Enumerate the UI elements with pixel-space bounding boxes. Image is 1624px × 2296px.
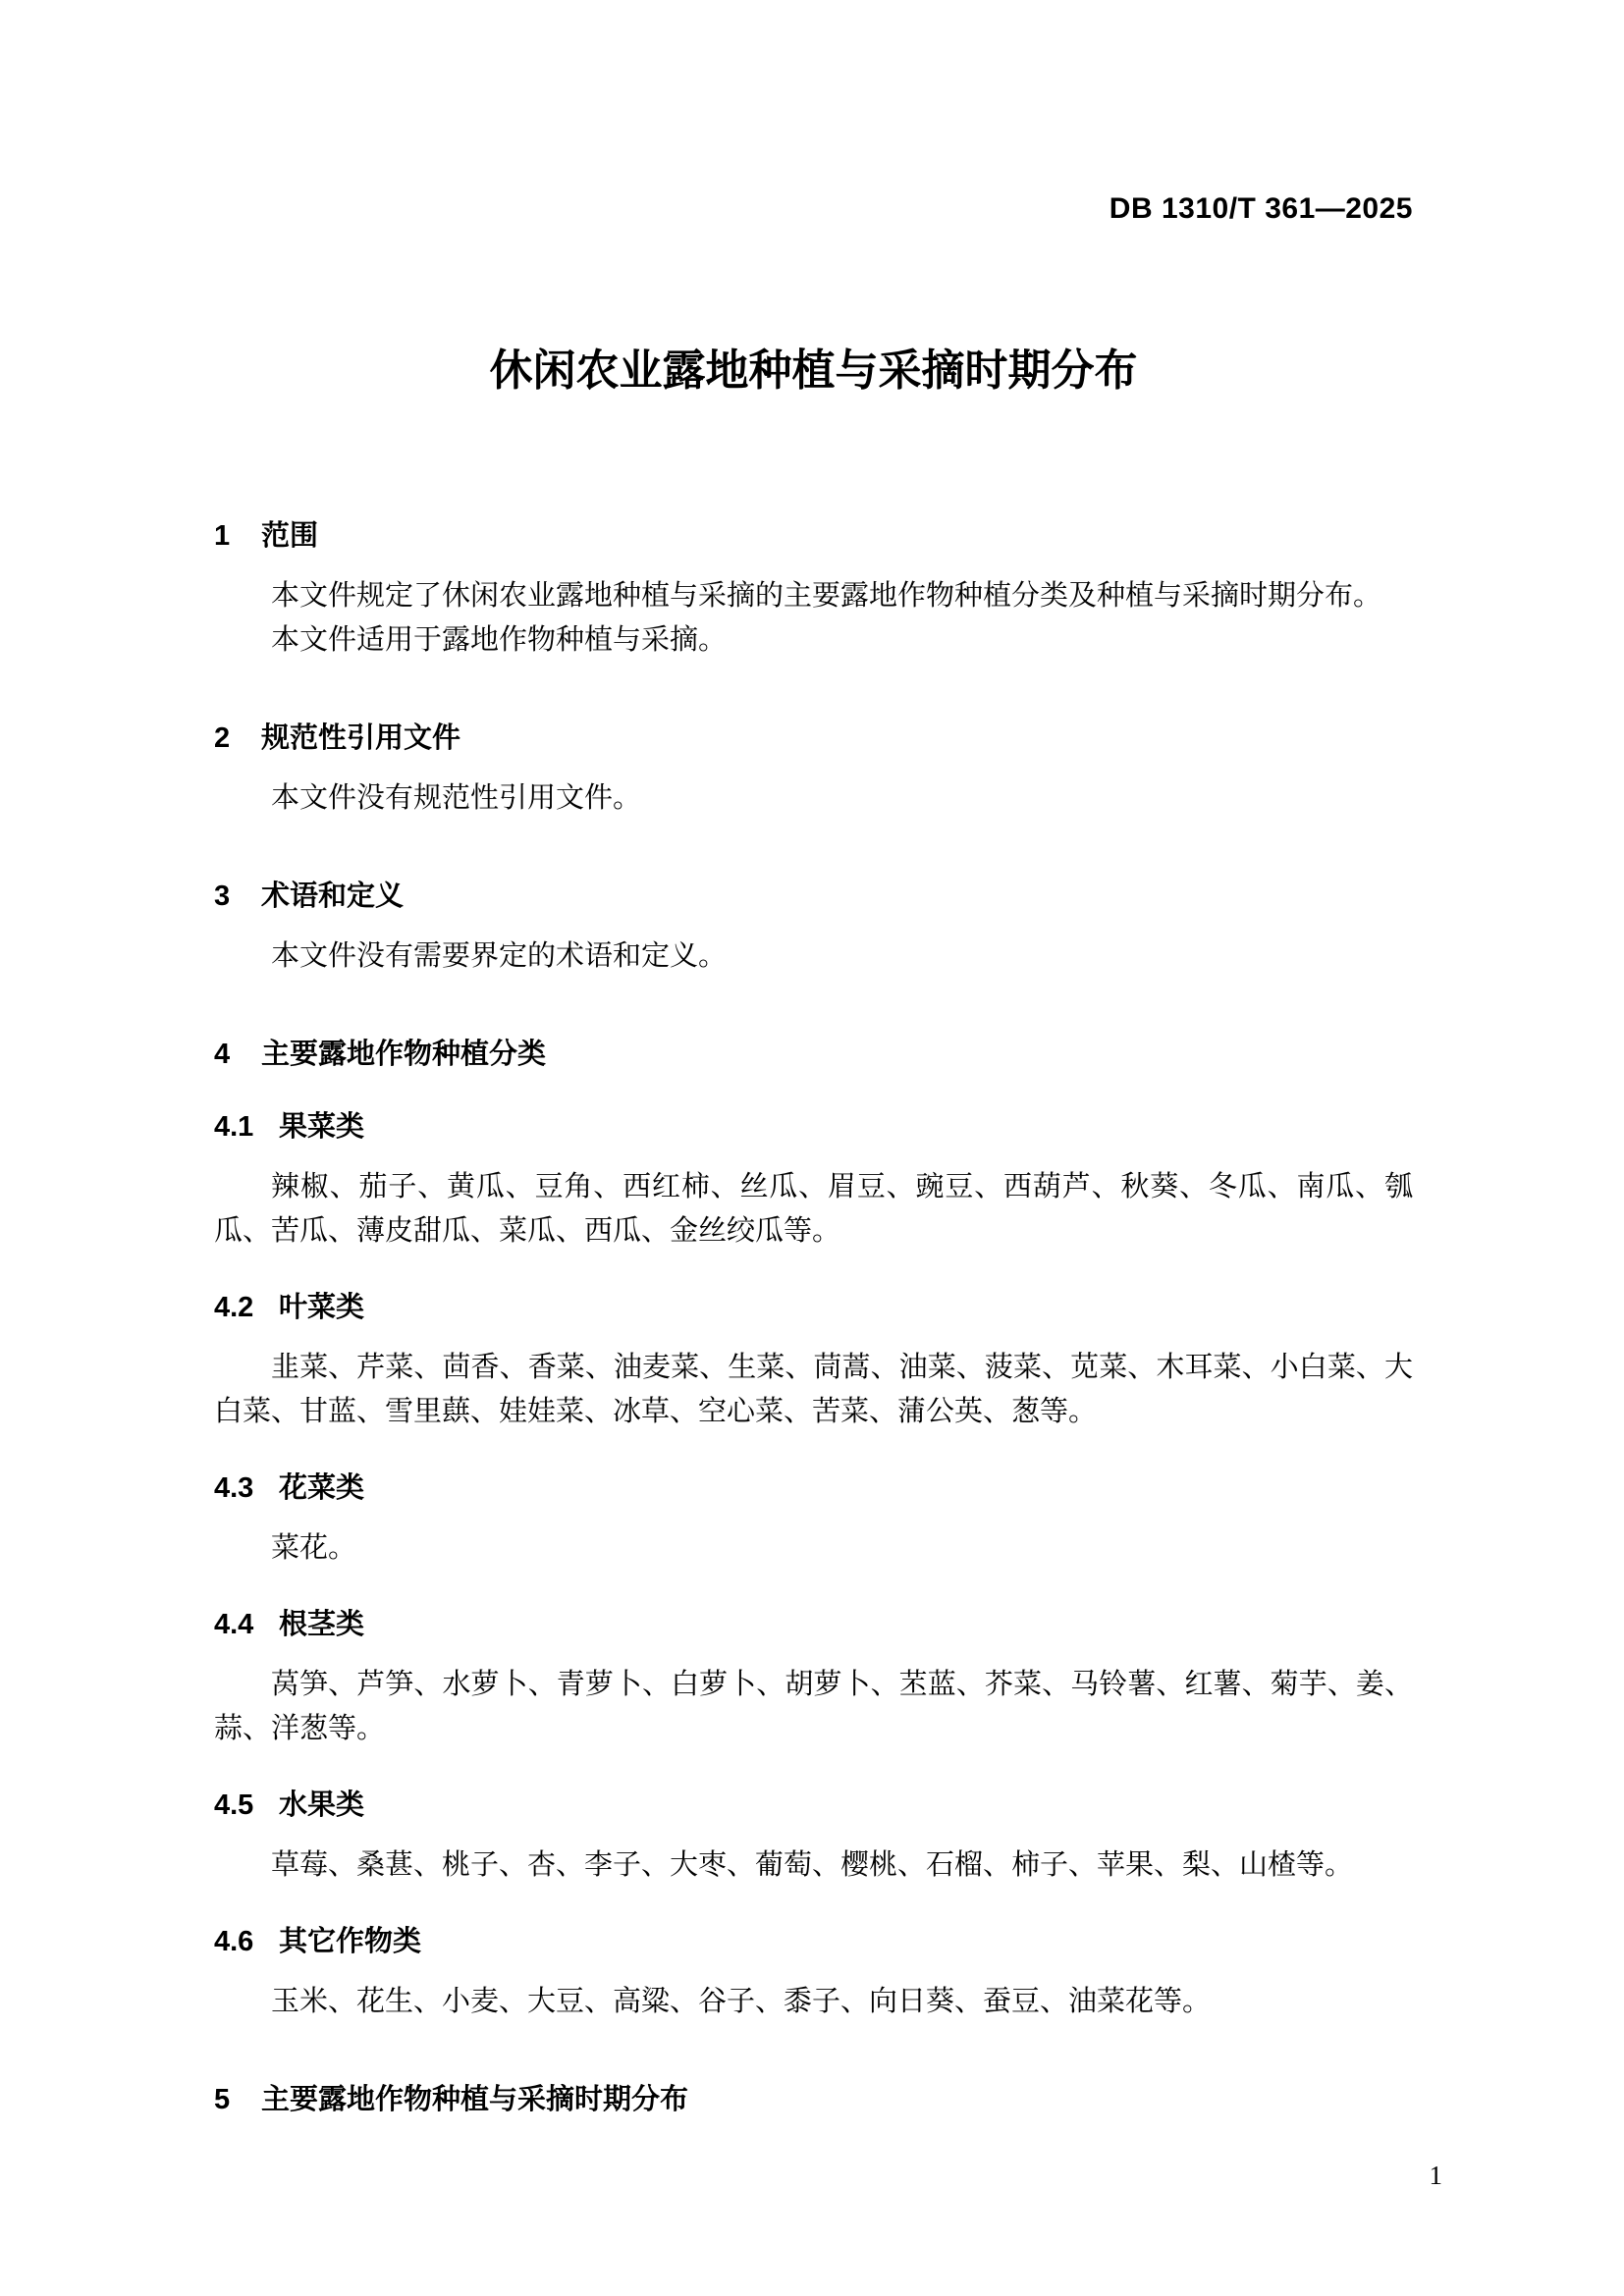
- section-terms-definitions: [214, 878, 1413, 979]
- subsection-heading: [214, 1923, 1413, 1960]
- subsection-number: 4.3: [214, 1472, 254, 1504]
- subsection-number: 4.6: [214, 1926, 254, 1957]
- section-number: 4: [214, 1039, 231, 1070]
- subsection-other-crops: [214, 1923, 1413, 2024]
- subsection-fruits: [214, 1787, 1413, 1888]
- section-crop-classification: [214, 1036, 1413, 2024]
- subsection-heading: [214, 1787, 1413, 1824]
- paragraph: 本文件没有规范性引用文件。: [271, 782, 642, 814]
- subsection-title: 根茎类: [279, 1609, 365, 1640]
- subsection-flower-vegetables: [214, 1469, 1413, 1571]
- section-heading: [214, 720, 1413, 757]
- paragraph: 韭菜、芹菜、茴香、香菜、油麦菜、生菜、茼蒿、油菜、菠菜、苋菜、木耳菜、小白菜、大白菜、甘蓝、雪里蕻、娃娃菜、冰草、空心菜、苦菜、蒲公英、葱等。: [214, 1352, 1413, 1427]
- section-heading: [214, 1036, 1413, 1073]
- section-heading: [214, 517, 1413, 555]
- doc-number: DB 1310/T 361—2025: [1109, 192, 1413, 225]
- paragraph: 本文件没有需要界定的术语和定义。: [271, 940, 728, 972]
- section-number: 3: [214, 881, 231, 912]
- subsection-title: 水果类: [279, 1789, 365, 1821]
- section-normative-references: [214, 720, 1413, 821]
- subsection-heading: [214, 1289, 1413, 1326]
- paragraph: 玉米、花生、小麦、大豆、高粱、谷子、黍子、向日葵、蚕豆、油菜花等。: [271, 1986, 1212, 2017]
- section-title: 规范性引用文件: [261, 722, 461, 754]
- subsection-number: 4.2: [214, 1292, 254, 1323]
- subsection-heading: [214, 1606, 1413, 1643]
- section-number: 2: [214, 722, 231, 754]
- page-number: 1: [1429, 2161, 1442, 2190]
- subsection-fruit-vegetables: [214, 1108, 1413, 1254]
- subsection-heading: [214, 1469, 1413, 1507]
- subsection-heading: [214, 1108, 1413, 1146]
- subsection-number: 4.1: [214, 1111, 254, 1143]
- subsection-title: 其它作物类: [279, 1926, 422, 1957]
- paragraph: 菜花。: [271, 1532, 357, 1564]
- section-scope: [214, 517, 1413, 663]
- section-title: 范围: [261, 520, 319, 552]
- subsection-leaf-vegetables: [214, 1289, 1413, 1434]
- paragraph: 辣椒、茄子、黄瓜、豆角、西红柿、丝瓜、眉豆、豌豆、西葫芦、秋葵、冬瓜、南瓜、瓠瓜、苦瓜、薄皮甜瓜、菜瓜、西瓜、金丝绞瓜等。: [214, 1171, 1413, 1247]
- section-number: 5: [214, 2084, 231, 2115]
- section-period-distribution: [214, 2081, 1413, 2118]
- paragraph: 本文件适用于露地作物种植与采摘。: [271, 624, 728, 656]
- subsection-title: 果菜类: [279, 1111, 365, 1143]
- section-title: 主要露地作物种植与采摘时期分布: [261, 2084, 689, 2115]
- section-heading: [214, 878, 1413, 915]
- page-title: 休闲农业露地种植与采摘时期分布: [489, 347, 1138, 395]
- section-heading: [214, 2081, 1413, 2118]
- subsection-number: 4.4: [214, 1609, 254, 1640]
- subsection-title: 花菜类: [279, 1472, 365, 1504]
- paragraph: 草莓、桑葚、桃子、杏、李子、大枣、葡萄、樱桃、石榴、柿子、苹果、梨、山楂等。: [271, 1849, 1354, 1881]
- section-number: 1: [214, 520, 231, 552]
- section-title: 术语和定义: [261, 881, 405, 912]
- paragraph: 本文件规定了休闲农业露地种植与采摘的主要露地作物种植分类及种植与采摘时期分布。: [271, 580, 1382, 612]
- section-title: 主要露地作物种植分类: [261, 1039, 547, 1070]
- subsection-title: 叶菜类: [279, 1292, 365, 1323]
- paragraph: 莴笋、芦笋、水萝卜、青萝卜、白萝卜、胡萝卜、苤蓝、芥菜、马铃薯、红薯、菊芋、姜、蒜、洋葱等。: [214, 1669, 1413, 1744]
- subsection-number: 4.5: [214, 1789, 254, 1821]
- subsection-root-vegetables: [214, 1606, 1413, 1751]
